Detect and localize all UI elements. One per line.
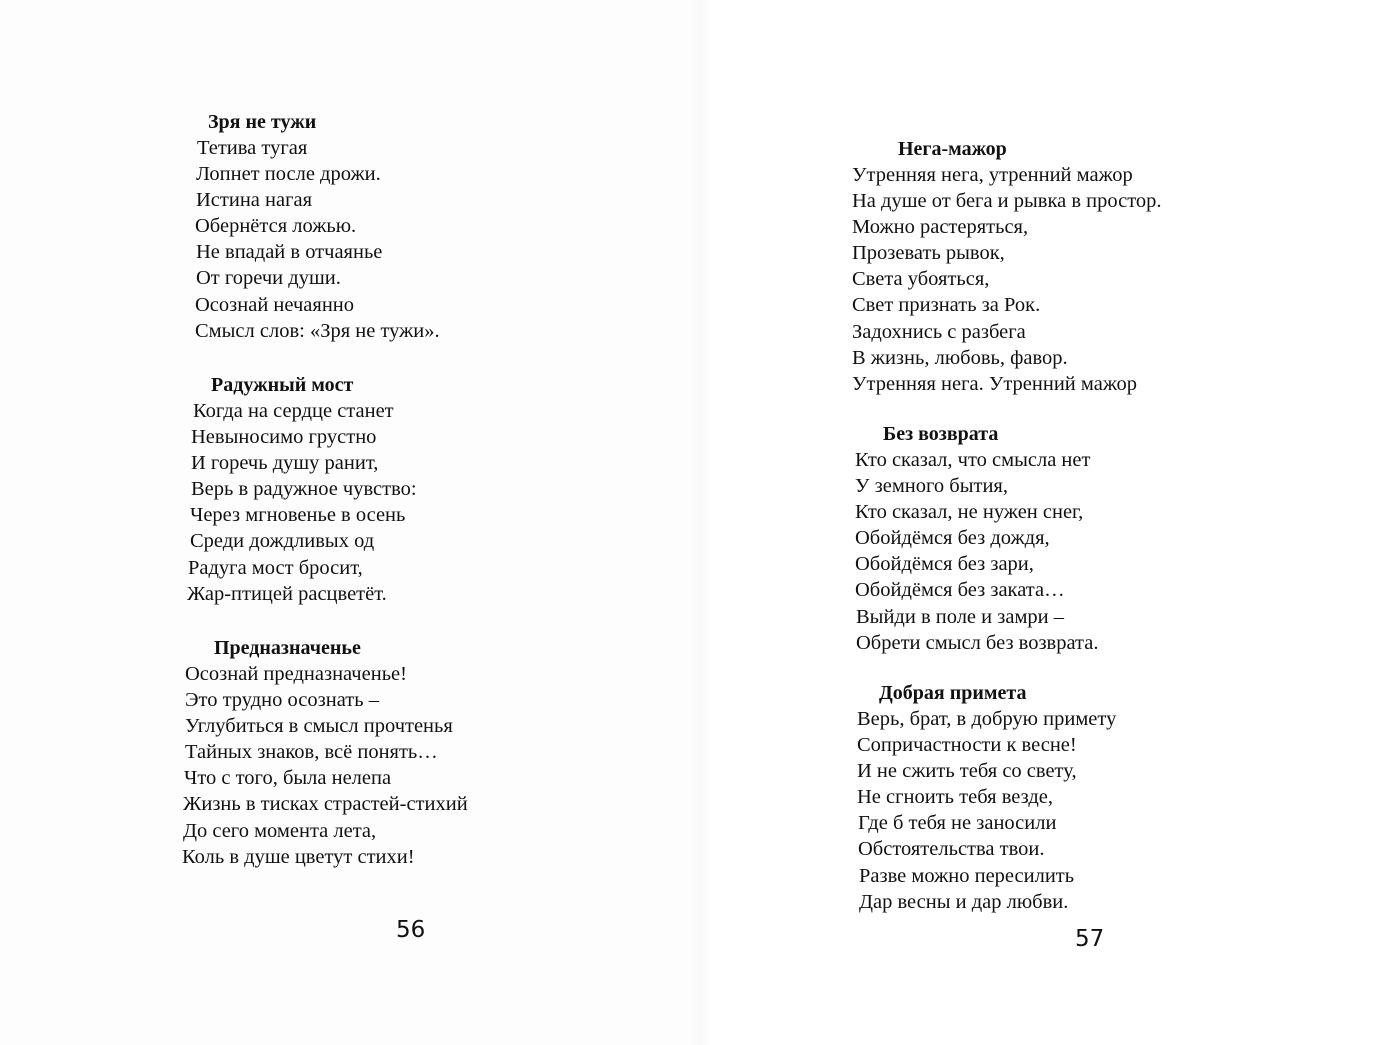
poem-line: Углубиться в смысл прочтенья [185, 715, 453, 738]
poem-line: Через мгновенье в осень [190, 504, 406, 527]
poem-zrya-ne-tuzhi [195, 109, 440, 344]
poem-title: Радужный мост [211, 374, 354, 396]
poem-line: Жар-птицей расцветёт. [187, 582, 387, 605]
poem-line: Обстоятельства твои. [858, 838, 1045, 861]
poem-line: Это трудно осознать – [185, 689, 379, 712]
poem-line: И горечь душу ранит, [191, 452, 379, 475]
poem-line: Среди дождливых од [190, 530, 375, 553]
poem-line: Обойдёмся без дождя, [855, 527, 1050, 550]
poem-line: Можно растеряться, [852, 216, 1029, 239]
book-gutter [690, 0, 712, 1045]
poem-line: Свет признать за Рок. [852, 294, 1041, 317]
poem-line: И не сжить тебя со свету, [857, 760, 1077, 783]
poem-line: Разве можно пересилить [859, 864, 1075, 887]
poem-line: Смысл слов: «Зря не тужи». [195, 319, 440, 342]
poem-line: Жизнь в тисках страстей-стихий [183, 793, 468, 816]
poem-line: Верь, брат, в добрую примету [857, 708, 1117, 730]
poem-line: Обрети смысл без возврата. [856, 631, 1099, 654]
poem-line: Не впадай в отчаянье [196, 241, 383, 264]
poem-line: Тайных знаков, всё понять… [185, 741, 438, 764]
poem-title: Зря не тужи [208, 111, 317, 133]
poem-line: Коль в душе цветут стихи! [182, 845, 415, 868]
poem-title: Нега-мажор [898, 138, 1007, 160]
poem-line: Обойдёмся без заката… [855, 579, 1065, 602]
poem-line: Задохнись с разбега [852, 320, 1026, 343]
poem-line: Что с того, была нелепа [184, 767, 392, 790]
poem-prednaznachenie [181, 635, 468, 870]
poem-line: Радуга мост бросит, [188, 556, 363, 579]
poem-line: В жизнь, любовь, фавор. [852, 346, 1068, 369]
poem-line: Утренняя нега. Утренний мажор [852, 372, 1137, 395]
poem-line: Света убояться, [852, 268, 990, 291]
poem-raduzhnyi-most [187, 372, 417, 607]
poem-line: Осознай нечаянно [195, 293, 355, 316]
poem-line: До сего момента лета, [183, 819, 377, 842]
poem-title: Без возврата [883, 423, 999, 445]
poem-line: Дар весны и дар любви. [859, 890, 1069, 913]
poem-title: Добрая примета [879, 682, 1027, 704]
poem-line: Тетива тугая [197, 137, 308, 159]
poem-line: Истина нагая [196, 189, 313, 212]
poem-title: Предназначенье [214, 637, 361, 659]
poem-line: Кто сказал, что смысла нет [855, 449, 1091, 471]
poem-line: Обойдёмся без зари, [855, 553, 1034, 576]
poem-line: Обернётся ложью. [195, 215, 357, 238]
poem-line: У земного бытия, [855, 475, 1008, 498]
poem-line: Лопнет после дрожи. [196, 163, 381, 186]
poem-nega-mazhor [852, 136, 1162, 397]
poem-line: Сопричастности к весне! [857, 734, 1077, 757]
poem-line: На душе от бега и рывка в простор. [852, 190, 1162, 213]
poem-bez-vozvrata [855, 421, 1099, 656]
poem-line: Верь в радужное чувство: [191, 478, 417, 501]
page-number-left: 56 [396, 917, 426, 943]
poem-line: Выйди в поле и замри – [856, 605, 1065, 628]
poem-line: Прозевать рывок, [852, 242, 1005, 265]
page-number-right: 57 [1075, 926, 1105, 952]
poem-line: Невыносимо грустно [191, 426, 377, 449]
poem-line: Где б тебя не заносили [858, 812, 1057, 835]
poem-line: Утренняя нега, утренний мажор [852, 164, 1133, 186]
poem-line: Осознай предназначенье! [185, 663, 407, 685]
poem-dobraya-primeta [857, 680, 1116, 915]
poem-line: Кто сказал, не нужен снег, [855, 501, 1084, 524]
poem-line: Не сгноить тебя везде, [857, 786, 1053, 809]
poem-line: От горечи души. [196, 267, 341, 290]
poem-line: Когда на сердце станет [193, 400, 394, 422]
